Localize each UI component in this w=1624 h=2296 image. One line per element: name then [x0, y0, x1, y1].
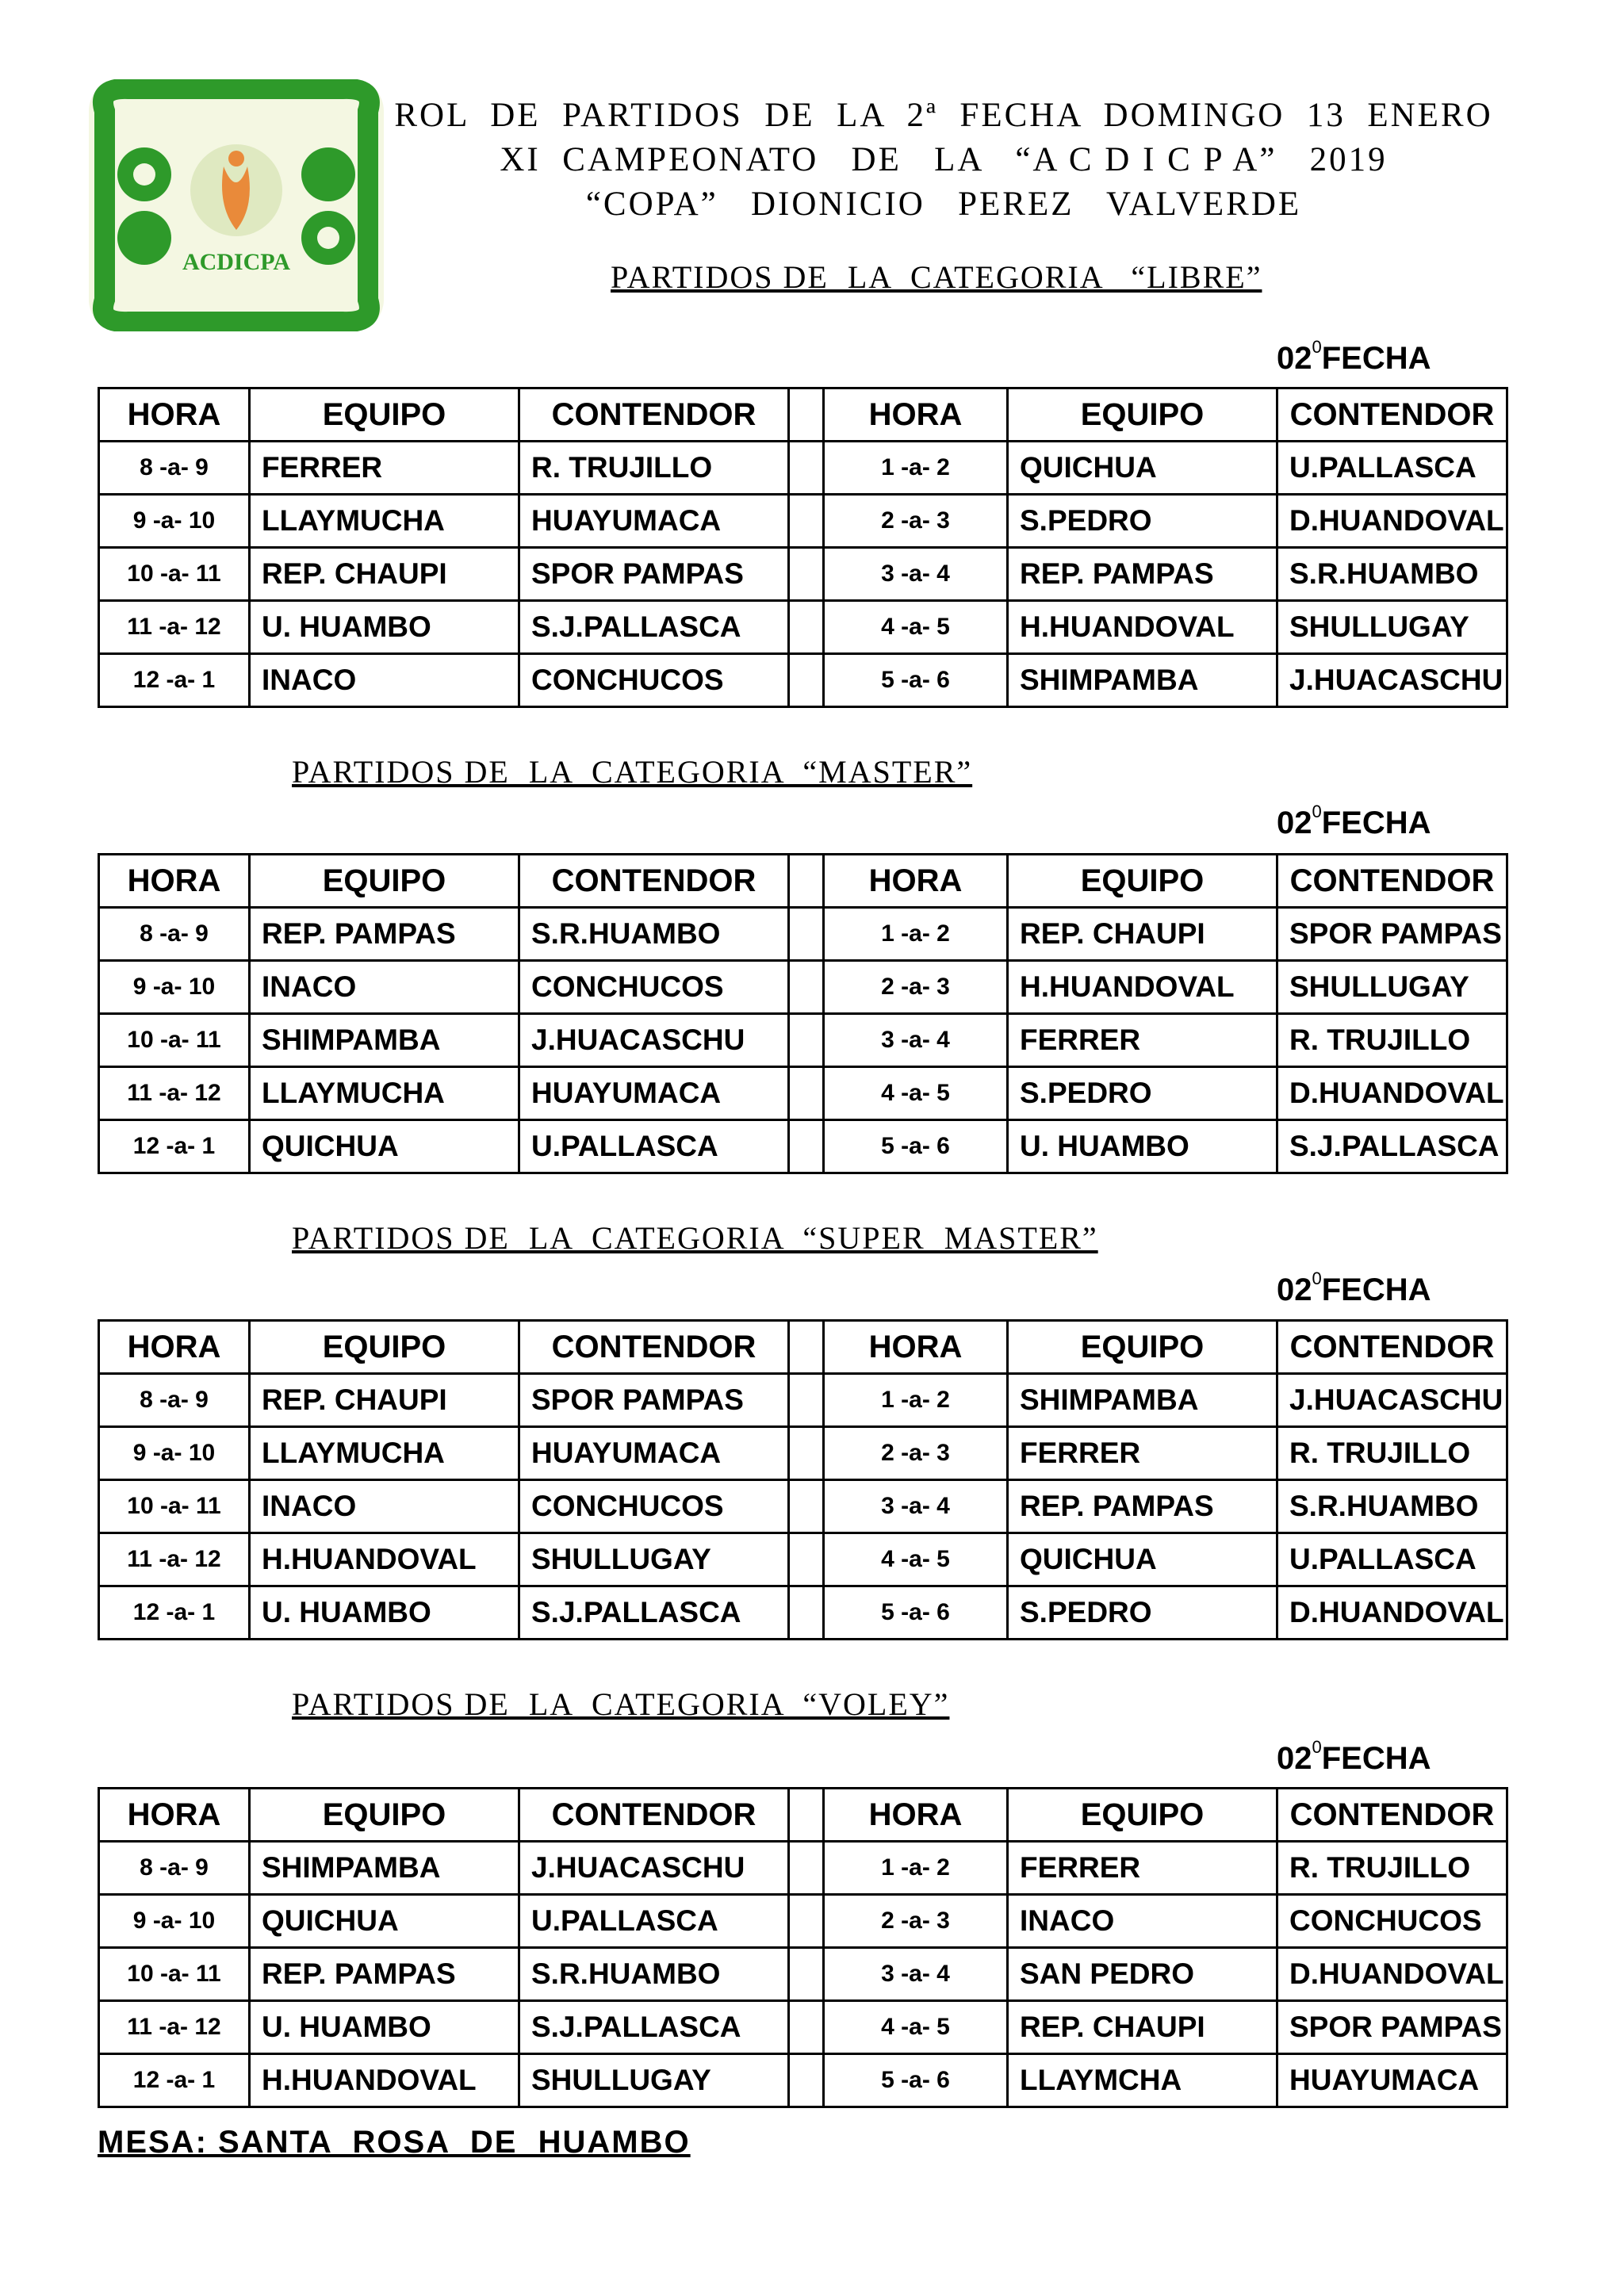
fecha-number: 02 — [1277, 1272, 1312, 1307]
column-separator — [789, 1120, 824, 1173]
cell-hora: 9 -a- 10 — [99, 1427, 250, 1480]
cell-hora: 9 -a- 10 — [99, 495, 250, 548]
cell-contendor: U.PALLASCA — [519, 1895, 789, 1948]
column-separator — [789, 1948, 824, 2001]
cell-hora: 5 -a- 6 — [824, 1586, 1008, 1640]
column-separator — [789, 1067, 824, 1120]
cell-contendor: J.HUACASCHU — [519, 1014, 789, 1067]
cell-contendor: CONCHUCOS — [519, 961, 789, 1014]
cell-hora: 2 -a- 3 — [824, 495, 1008, 548]
column-separator — [789, 961, 824, 1014]
cell-contendor: SHULLUGAY — [1277, 601, 1507, 654]
cell-equipo: REP. PAMPAS — [250, 908, 519, 961]
cell-contendor: D.HUANDOVAL — [1277, 1067, 1507, 1120]
column-header-hora: HORA — [99, 1321, 250, 1374]
table-row — [99, 442, 1507, 495]
cell-hora: 2 -a- 3 — [824, 1895, 1008, 1948]
column-header-equipo: EQUIPO — [1008, 855, 1277, 908]
fecha-sup: 0 — [1312, 1268, 1322, 1288]
cell-hora: 5 -a- 6 — [824, 654, 1008, 707]
fecha-text: FECHA — [1321, 806, 1431, 840]
cell-equipo: LLAYMCHA — [1008, 2054, 1277, 2107]
column-header-equipo: EQUIPO — [250, 855, 519, 908]
column-header-contendor: CONTENDOR — [1277, 1321, 1507, 1374]
column-separator — [789, 1895, 824, 1948]
cell-hora: 3 -a- 4 — [824, 1480, 1008, 1533]
cell-contendor: SPOR PAMPAS — [519, 548, 789, 601]
cell-contendor: D.HUANDOVAL — [1277, 1586, 1507, 1640]
cell-hora: 8 -a- 9 — [99, 442, 250, 495]
table-header-row — [99, 1321, 1507, 1374]
cell-equipo: REP. PAMPAS — [250, 1948, 519, 2001]
table-row — [99, 1895, 1507, 1948]
cell-hora: 8 -a- 9 — [99, 1842, 250, 1895]
cell-hora: 9 -a- 10 — [99, 961, 250, 1014]
logo-text: ACDICPA — [182, 249, 291, 275]
column-header-contendor: CONTENDOR — [519, 855, 789, 908]
column-header-equipo: EQUIPO — [1008, 1789, 1277, 1842]
table-row — [99, 1067, 1507, 1120]
cell-contendor: S.R.HUAMBO — [1277, 1480, 1507, 1533]
column-header-contendor: CONTENDOR — [1277, 1789, 1507, 1842]
cell-hora: 10 -a- 11 — [99, 1014, 250, 1067]
column-header-hora: HORA — [99, 855, 250, 908]
cell-equipo: FERRER — [250, 442, 519, 495]
cell-contendor: U.PALLASCA — [519, 1120, 789, 1173]
table-row — [99, 2001, 1507, 2054]
cell-equipo: SHIMPAMBA — [250, 1014, 519, 1067]
cell-hora: 3 -a- 4 — [824, 1948, 1008, 2001]
table-row — [99, 1427, 1507, 1480]
category-title-libre: PARTIDOS DE LA CATEGORIA “LIBRE” — [611, 259, 1262, 295]
table-row — [99, 601, 1507, 654]
fecha-label — [1277, 336, 1431, 377]
column-header-hora: HORA — [99, 388, 250, 442]
cell-equipo: U. HUAMBO — [250, 1586, 519, 1640]
cell-equipo: H.HUANDOVAL — [1008, 961, 1277, 1014]
cell-equipo: REP. PAMPAS — [1008, 1480, 1277, 1533]
column-header-equipo: EQUIPO — [250, 1789, 519, 1842]
table-row — [99, 548, 1507, 601]
column-separator — [789, 1789, 824, 1842]
fecha-number: 02 — [1277, 341, 1312, 376]
cell-contendor: S.J.PALLASCA — [519, 2001, 789, 2054]
table-row — [99, 1586, 1507, 1640]
cell-equipo: U. HUAMBO — [250, 2001, 519, 2054]
cell-hora: 11 -a- 12 — [99, 2001, 250, 2054]
column-header-equipo: EQUIPO — [1008, 388, 1277, 442]
fecha-number: 02 — [1277, 806, 1312, 840]
column-separator — [789, 495, 824, 548]
column-header-contendor: CONTENDOR — [1277, 855, 1507, 908]
cell-equipo: QUICHUA — [1008, 1533, 1277, 1586]
cell-contendor: J.HUACASCHU — [1277, 654, 1507, 707]
cell-contendor: J.HUACASCHU — [519, 1842, 789, 1895]
cell-hora: 1 -a- 2 — [824, 442, 1008, 495]
column-separator — [789, 654, 824, 707]
cell-equipo: INACO — [250, 654, 519, 707]
column-header-contendor: CONTENDOR — [519, 1321, 789, 1374]
cell-equipo: LLAYMUCHA — [250, 1427, 519, 1480]
category-title-voley: PARTIDOS DE LA CATEGORIA “VOLEY” — [292, 1686, 950, 1722]
cell-equipo: LLAYMUCHA — [250, 495, 519, 548]
fecha-number: 02 — [1277, 1741, 1312, 1776]
column-separator — [789, 2001, 824, 2054]
category-title-master: PARTIDOS DE LA CATEGORIA “MASTER” — [292, 754, 973, 790]
column-separator — [789, 388, 824, 442]
cell-contendor: SHULLUGAY — [519, 2054, 789, 2107]
cell-equipo: INACO — [1008, 1895, 1277, 1948]
column-header-hora: HORA — [99, 1789, 250, 1842]
column-separator — [789, 442, 824, 495]
table-row — [99, 1480, 1507, 1533]
cell-equipo: INACO — [250, 1480, 519, 1533]
cell-equipo: U. HUAMBO — [1008, 1120, 1277, 1173]
cell-contendor: R. TRUJILLO — [1277, 1427, 1507, 1480]
cell-hora: 3 -a- 4 — [824, 548, 1008, 601]
cell-hora: 2 -a- 3 — [824, 961, 1008, 1014]
cell-contendor: S.R.HUAMBO — [1277, 548, 1507, 601]
column-header-hora: HORA — [824, 1321, 1008, 1374]
cell-contendor: HUAYUMACA — [519, 1427, 789, 1480]
cell-contendor: HUAYUMACA — [1277, 2054, 1507, 2107]
cell-hora: 12 -a- 1 — [99, 1120, 250, 1173]
cell-hora: 11 -a- 12 — [99, 601, 250, 654]
cell-hora: 8 -a- 9 — [99, 908, 250, 961]
cell-hora: 10 -a- 11 — [99, 548, 250, 601]
schedule-table-libre — [98, 387, 1508, 708]
column-header-equipo: EQUIPO — [250, 1321, 519, 1374]
table-row — [99, 495, 1507, 548]
cell-contendor: SHULLUGAY — [519, 1533, 789, 1586]
cell-hora: 10 -a- 11 — [99, 1480, 250, 1533]
cell-hora: 9 -a- 10 — [99, 1895, 250, 1948]
cell-contendor: CONCHUCOS — [1277, 1895, 1507, 1948]
cell-hora: 11 -a- 12 — [99, 1533, 250, 1586]
cell-equipo: REP. PAMPAS — [1008, 548, 1277, 601]
document-header — [373, 94, 1515, 227]
cell-contendor: SHULLUGAY — [1277, 961, 1507, 1014]
cell-equipo: SAN PEDRO — [1008, 1948, 1277, 2001]
cell-contendor: S.R.HUAMBO — [519, 908, 789, 961]
fecha-sup: 0 — [1312, 801, 1322, 821]
column-separator — [789, 908, 824, 961]
cell-equipo: SHIMPAMBA — [250, 1842, 519, 1895]
cell-hora: 4 -a- 5 — [824, 601, 1008, 654]
cell-equipo: INACO — [250, 961, 519, 1014]
column-header-contendor: CONTENDOR — [519, 388, 789, 442]
column-separator — [789, 1374, 824, 1427]
cell-equipo: QUICHUA — [250, 1120, 519, 1173]
column-separator — [789, 2054, 824, 2107]
cell-hora: 12 -a- 1 — [99, 2054, 250, 2107]
table-row — [99, 654, 1507, 707]
category-title-super-master: PARTIDOS DE LA CATEGORIA “SUPER MASTER” — [292, 1220, 1098, 1256]
column-header-contendor: CONTENDOR — [1277, 388, 1507, 442]
cell-hora: 1 -a- 2 — [824, 908, 1008, 961]
table-row — [99, 1120, 1507, 1173]
cell-equipo: REP. CHAUPI — [1008, 908, 1277, 961]
fecha-text: FECHA — [1321, 1741, 1431, 1776]
column-separator — [789, 1427, 824, 1480]
fecha-text: FECHA — [1321, 1272, 1431, 1307]
cell-contendor: S.J.PALLASCA — [519, 601, 789, 654]
column-header-hora: HORA — [824, 855, 1008, 908]
table-row — [99, 1842, 1507, 1895]
cell-hora: 5 -a- 6 — [824, 1120, 1008, 1173]
fecha-text: FECHA — [1321, 341, 1431, 376]
cell-hora: 3 -a- 4 — [824, 1014, 1008, 1067]
cell-hora: 1 -a- 2 — [824, 1374, 1008, 1427]
cell-contendor: HUAYUMACA — [519, 1067, 789, 1120]
column-separator — [789, 1014, 824, 1067]
column-separator — [789, 1842, 824, 1895]
cell-equipo: QUICHUA — [1008, 442, 1277, 495]
column-header-equipo: EQUIPO — [250, 388, 519, 442]
column-header-hora: HORA — [824, 1789, 1008, 1842]
cell-contendor: R. TRUJILLO — [1277, 1842, 1507, 1895]
cell-hora: 4 -a- 5 — [824, 2001, 1008, 2054]
cell-equipo: H.HUANDOVAL — [1008, 601, 1277, 654]
cell-equipo: REP. CHAUPI — [250, 548, 519, 601]
table-header-row — [99, 388, 1507, 442]
cell-hora: 10 -a- 11 — [99, 1948, 250, 2001]
cell-equipo: SHIMPAMBA — [1008, 654, 1277, 707]
cell-contendor: SPOR PAMPAS — [519, 1374, 789, 1427]
column-header-contendor: CONTENDOR — [519, 1789, 789, 1842]
column-separator — [789, 855, 824, 908]
cell-hora: 4 -a- 5 — [824, 1067, 1008, 1120]
cell-equipo: REP. CHAUPI — [250, 1374, 519, 1427]
table-row — [99, 1374, 1507, 1427]
schedule-table-master — [98, 853, 1508, 1174]
table-row — [99, 961, 1507, 1014]
table-row — [99, 908, 1507, 961]
cell-equipo: FERRER — [1008, 1842, 1277, 1895]
cell-contendor: CONCHUCOS — [519, 1480, 789, 1533]
mesa-footer: MESA: SANTA ROSA DE HUAMBO — [98, 2125, 691, 2160]
cell-equipo: LLAYMUCHA — [250, 1067, 519, 1120]
cell-contendor: R. TRUJILLO — [519, 442, 789, 495]
column-header-equipo: EQUIPO — [1008, 1321, 1277, 1374]
cell-contendor: S.R.HUAMBO — [519, 1948, 789, 2001]
table-header-row — [99, 1789, 1507, 1842]
cell-hora: 11 -a- 12 — [99, 1067, 250, 1120]
cell-equipo: FERRER — [1008, 1427, 1277, 1480]
cell-equipo: FERRER — [1008, 1014, 1277, 1067]
fecha-sup: 0 — [1312, 1736, 1322, 1757]
acdicpa-logo — [89, 79, 384, 331]
column-separator — [789, 1480, 824, 1533]
cell-hora: 4 -a- 5 — [824, 1533, 1008, 1586]
cell-contendor: D.HUANDOVAL — [1277, 1948, 1507, 2001]
cell-contendor: SPOR PAMPAS — [1277, 908, 1507, 961]
cell-contendor: CONCHUCOS — [519, 654, 789, 707]
cell-hora: 8 -a- 9 — [99, 1374, 250, 1427]
table-row — [99, 1014, 1507, 1067]
column-separator — [789, 1533, 824, 1586]
schedule-table-voley — [98, 1787, 1508, 2108]
table-row — [99, 1533, 1507, 1586]
fecha-sup: 0 — [1312, 336, 1322, 357]
cell-hora: 5 -a- 6 — [824, 2054, 1008, 2107]
header-line-1: ROL DE PARTIDOS DE LA 2ª FECHA DOMINGO 13 ENERO — [394, 97, 1493, 134]
table-header-row — [99, 855, 1507, 908]
fecha-label — [1277, 801, 1431, 841]
column-separator — [789, 601, 824, 654]
column-header-hora: HORA — [824, 388, 1008, 442]
cell-hora: 12 -a- 1 — [99, 654, 250, 707]
cell-equipo: S.PEDRO — [1008, 495, 1277, 548]
cell-contendor: U.PALLASCA — [1277, 1533, 1507, 1586]
cell-contendor: S.J.PALLASCA — [1277, 1120, 1507, 1173]
fecha-label — [1277, 1736, 1431, 1777]
cell-contendor: S.J.PALLASCA — [519, 1586, 789, 1640]
cell-contendor: SPOR PAMPAS — [1277, 2001, 1507, 2054]
cell-hora: 2 -a- 3 — [824, 1427, 1008, 1480]
table-row — [99, 2054, 1507, 2107]
column-separator — [789, 1321, 824, 1374]
table-row — [99, 1948, 1507, 2001]
cell-hora: 1 -a- 2 — [824, 1842, 1008, 1895]
fecha-label — [1277, 1268, 1431, 1308]
cell-equipo: H.HUANDOVAL — [250, 1533, 519, 1586]
column-separator — [789, 1586, 824, 1640]
header-line-3: “COPA” DIONICIO PEREZ VALVERDE — [585, 186, 1302, 223]
header-line-2: XI CAMPEONATO DE LA “A C D I C P A” 2019 — [500, 141, 1388, 178]
cell-equipo: SHIMPAMBA — [1008, 1374, 1277, 1427]
cell-contendor: HUAYUMACA — [519, 495, 789, 548]
cell-contendor: J.HUACASCHU — [1277, 1374, 1507, 1427]
cell-contendor: D.HUANDOVAL — [1277, 495, 1507, 548]
cell-equipo: S.PEDRO — [1008, 1067, 1277, 1120]
column-separator — [789, 548, 824, 601]
cell-contendor: U.PALLASCA — [1277, 442, 1507, 495]
cell-contendor: R. TRUJILLO — [1277, 1014, 1507, 1067]
cell-equipo: U. HUAMBO — [250, 601, 519, 654]
cell-equipo: REP. CHAUPI — [1008, 2001, 1277, 2054]
schedule-table-super-master — [98, 1319, 1508, 1640]
cell-hora: 12 -a- 1 — [99, 1586, 250, 1640]
cell-equipo: H.HUANDOVAL — [250, 2054, 519, 2107]
cell-equipo: S.PEDRO — [1008, 1586, 1277, 1640]
cell-equipo: QUICHUA — [250, 1895, 519, 1948]
